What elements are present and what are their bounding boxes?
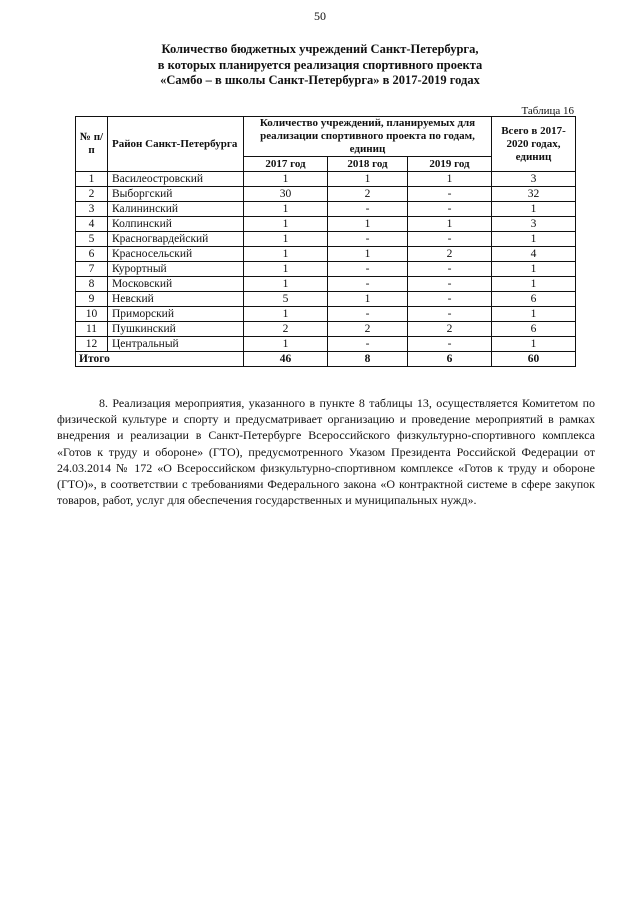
row-2017: 5 (244, 292, 328, 307)
totals-label: Итого (76, 352, 244, 367)
table-row (76, 202, 576, 217)
table-caption: Таблица 16 (521, 105, 574, 117)
row-total: 1 (492, 202, 576, 217)
row-2018: - (328, 262, 408, 277)
totals-2019: 6 (408, 352, 492, 367)
row-2017: 1 (244, 307, 328, 322)
row-2019: 2 (408, 322, 492, 337)
row-number: 2 (76, 187, 108, 202)
table-row (76, 262, 576, 277)
row-number: 3 (76, 202, 108, 217)
title-line-3: «Самбо – в школы Санкт-Петербурга» в 2017-2019 годах (160, 73, 480, 87)
totals-all: 60 (492, 352, 576, 367)
row-number: 6 (76, 247, 108, 262)
totals-2018: 8 (328, 352, 408, 367)
table-row (76, 187, 576, 202)
table-row (76, 247, 576, 262)
row-total: 32 (492, 187, 576, 202)
row-number: 5 (76, 232, 108, 247)
table-row (76, 307, 576, 322)
table-row (76, 217, 576, 232)
row-2019: - (408, 187, 492, 202)
header-2017: 2017 год (244, 157, 328, 172)
row-number: 7 (76, 262, 108, 277)
row-2017: 1 (244, 337, 328, 352)
row-total: 1 (492, 337, 576, 352)
row-number: 9 (76, 292, 108, 307)
table-row (76, 232, 576, 247)
row-total: 1 (492, 307, 576, 322)
row-2017: 1 (244, 247, 328, 262)
row-district: Курортный (108, 262, 244, 277)
row-2018: - (328, 307, 408, 322)
title-line-1: Количество бюджетных учреждений Санкт-Петербурга, (161, 42, 479, 56)
row-2017: 1 (244, 202, 328, 217)
row-total: 4 (492, 247, 576, 262)
row-2017: 2 (244, 322, 328, 337)
row-district: Красносельский (108, 247, 244, 262)
row-2017: 1 (244, 217, 328, 232)
row-number: 10 (76, 307, 108, 322)
row-2017: 1 (244, 262, 328, 277)
row-total: 1 (492, 262, 576, 277)
institutions-table (75, 116, 576, 367)
row-district: Выборгский (108, 187, 244, 202)
row-total: 1 (492, 232, 576, 247)
row-total: 6 (492, 292, 576, 307)
row-number: 8 (76, 277, 108, 292)
row-2017: 1 (244, 277, 328, 292)
row-2019: - (408, 337, 492, 352)
row-district: Колпинский (108, 217, 244, 232)
row-total: 3 (492, 172, 576, 187)
row-2018: 2 (328, 187, 408, 202)
table-row (76, 172, 576, 187)
row-number: 12 (76, 337, 108, 352)
table-row (76, 292, 576, 307)
row-district: Центральный (108, 337, 244, 352)
header-years-group: Количество учреждений, планируемых для реализации спортивного проекта по годам, единиц (244, 117, 492, 157)
row-number: 1 (76, 172, 108, 187)
body-paragraph: 8. Реализация мероприятия, указанного в пункте 8 таблицы 13, осуществляется Комитетом по физической культуре и спорту и предусматривает организацию и проведение мероприятий в рамках внедрения и реализации в Санкт-Петербурге Всероссийского физкультурно-спортивного комплекса «Готов к труду и обороне» (ГТО), предусмотренного Указом Президента Российской Федерации от 24.03.2014 № 172 «О Всероссийском физкультурно-спортивном комплексе «Готов к труду и обороне (ГТО)», в соответствии с требованиями Федерального закона «О контрактной системе в сфере закупок товаров, работ, услуг для обеспечения государственных и муниципальных нужд». (57, 396, 595, 508)
row-2018: 1 (328, 247, 408, 262)
row-2018: 1 (328, 172, 408, 187)
row-2018: 2 (328, 322, 408, 337)
header-number: № п/п (76, 117, 108, 172)
row-2018: - (328, 232, 408, 247)
row-2018: - (328, 277, 408, 292)
row-2019: - (408, 202, 492, 217)
row-number: 4 (76, 217, 108, 232)
row-2017: 1 (244, 232, 328, 247)
row-2018: - (328, 337, 408, 352)
header-district: Район Санкт-Петербурга (108, 117, 244, 172)
row-2019: 1 (408, 172, 492, 187)
row-total: 6 (492, 322, 576, 337)
row-2018: 1 (328, 217, 408, 232)
row-2019: 1 (408, 217, 492, 232)
row-2019: - (408, 292, 492, 307)
totals-2017: 46 (244, 352, 328, 367)
header-2018: 2018 год (328, 157, 408, 172)
row-district: Невский (108, 292, 244, 307)
row-2019: - (408, 232, 492, 247)
row-district: Пушкинский (108, 322, 244, 337)
row-district: Василеостровский (108, 172, 244, 187)
page-number: 50 (314, 9, 326, 23)
table-row (76, 277, 576, 292)
document-title (120, 42, 520, 89)
title-line-2: в которых планируется реализация спортивного проекта (157, 57, 483, 72)
row-total: 3 (492, 217, 576, 232)
row-total: 1 (492, 277, 576, 292)
header-2019: 2019 год (408, 157, 492, 172)
row-2017: 30 (244, 187, 328, 202)
row-2017: 1 (244, 172, 328, 187)
table-row (76, 322, 576, 337)
header-total: Всего в 2017-2020 годах, единиц (492, 117, 576, 172)
row-district: Московский (108, 277, 244, 292)
row-2019: - (408, 262, 492, 277)
row-2018: - (328, 202, 408, 217)
row-number: 11 (76, 322, 108, 337)
table-row (76, 337, 576, 352)
row-district: Приморский (108, 307, 244, 322)
row-2019: 2 (408, 247, 492, 262)
row-2018: 1 (328, 292, 408, 307)
row-2019: - (408, 307, 492, 322)
row-district: Красногвардейский (108, 232, 244, 247)
table-body (76, 172, 576, 352)
totals-row (76, 352, 576, 367)
row-district: Калининский (108, 202, 244, 217)
row-2019: - (408, 277, 492, 292)
